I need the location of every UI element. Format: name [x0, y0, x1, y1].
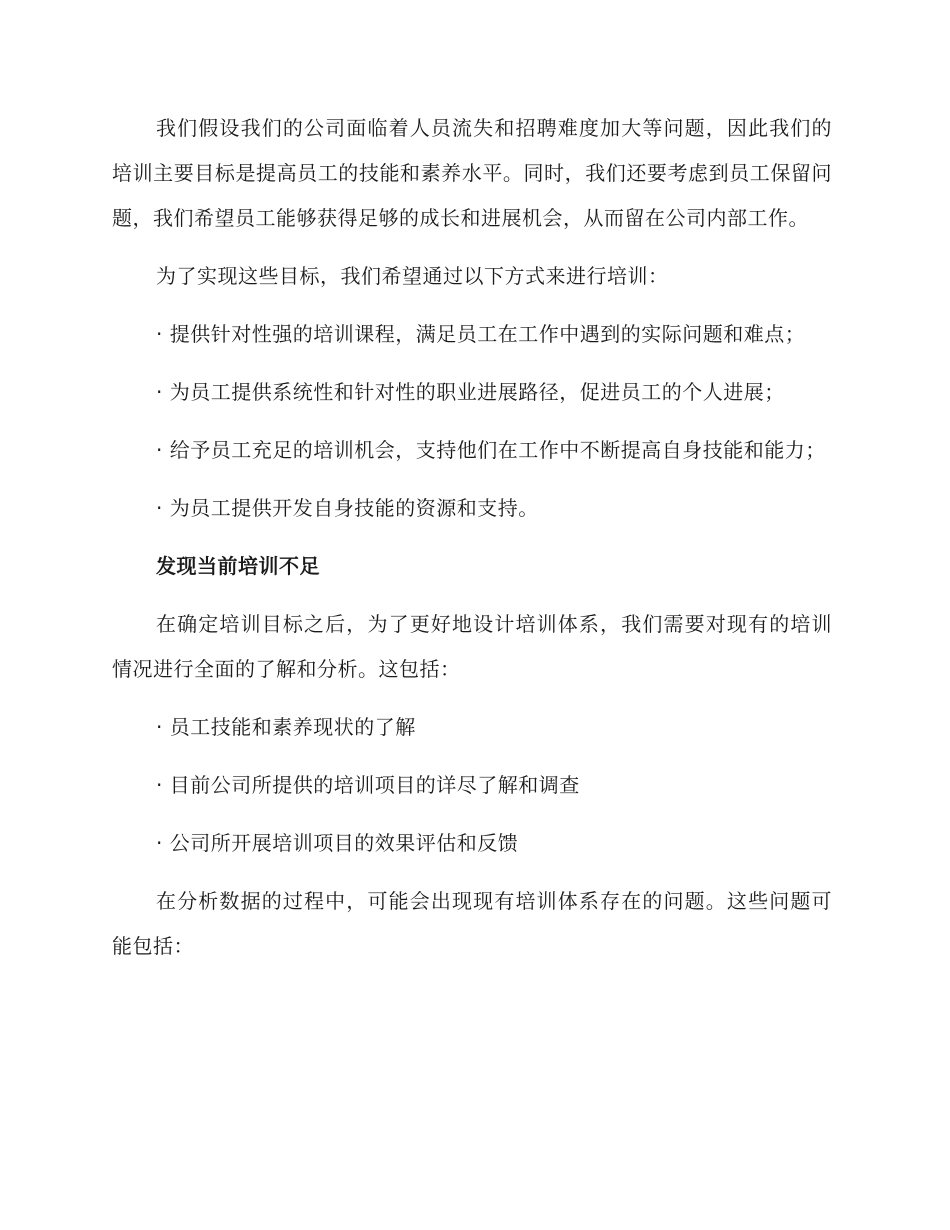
bullet-item: · 公司所开展培训项目的效果评估和反馈	[156, 831, 519, 855]
bullet-item: · 给予员工充足的培训机会，支持他们在工作中不断提高自身技能和能力；	[156, 438, 826, 462]
bullet-item: · 为员工提供系统性和针对性的职业进展路径，促进员工的个人进展；	[156, 380, 785, 404]
body-paragraph: 为了实现这些目标，我们希望通过以下方式来进行培训：	[156, 264, 669, 288]
bullet-item: · 提供针对性强的培训课程，满足员工在工作中遇到的实际问题和难点；	[156, 322, 806, 346]
body-paragraph: 在分析数据的过程中，可能会出现现有培训体系存在的问题。这些问题可能包括：	[112, 889, 832, 958]
bullet-item: · 员工技能和素养现状的了解	[156, 715, 416, 739]
bullet-item: · 为员工提供开发自身技能的资源和支持。	[156, 496, 539, 520]
document-page	[112, 106, 832, 982]
bullet-item: · 目前公司所提供的培训项目的详尽了解和调查	[156, 773, 580, 797]
body-paragraph: 在确定培训目标之后，为了更好地设计培训体系，我们需要对现有的培训情况进行全面的了解和分析。这包括：	[112, 612, 832, 681]
section-heading: 发现当前培训不足	[156, 554, 320, 578]
body-paragraph: 我们假设我们的公司面临着人员流失和招聘难度加大等问题，因此我们的培训主要目标是提高员工的技能和素养水平。同时，我们还要考虑到员工保留问题，我们希望员工能够获得足够的成长和进展机会，从而留在公司内部工作。	[112, 116, 832, 230]
